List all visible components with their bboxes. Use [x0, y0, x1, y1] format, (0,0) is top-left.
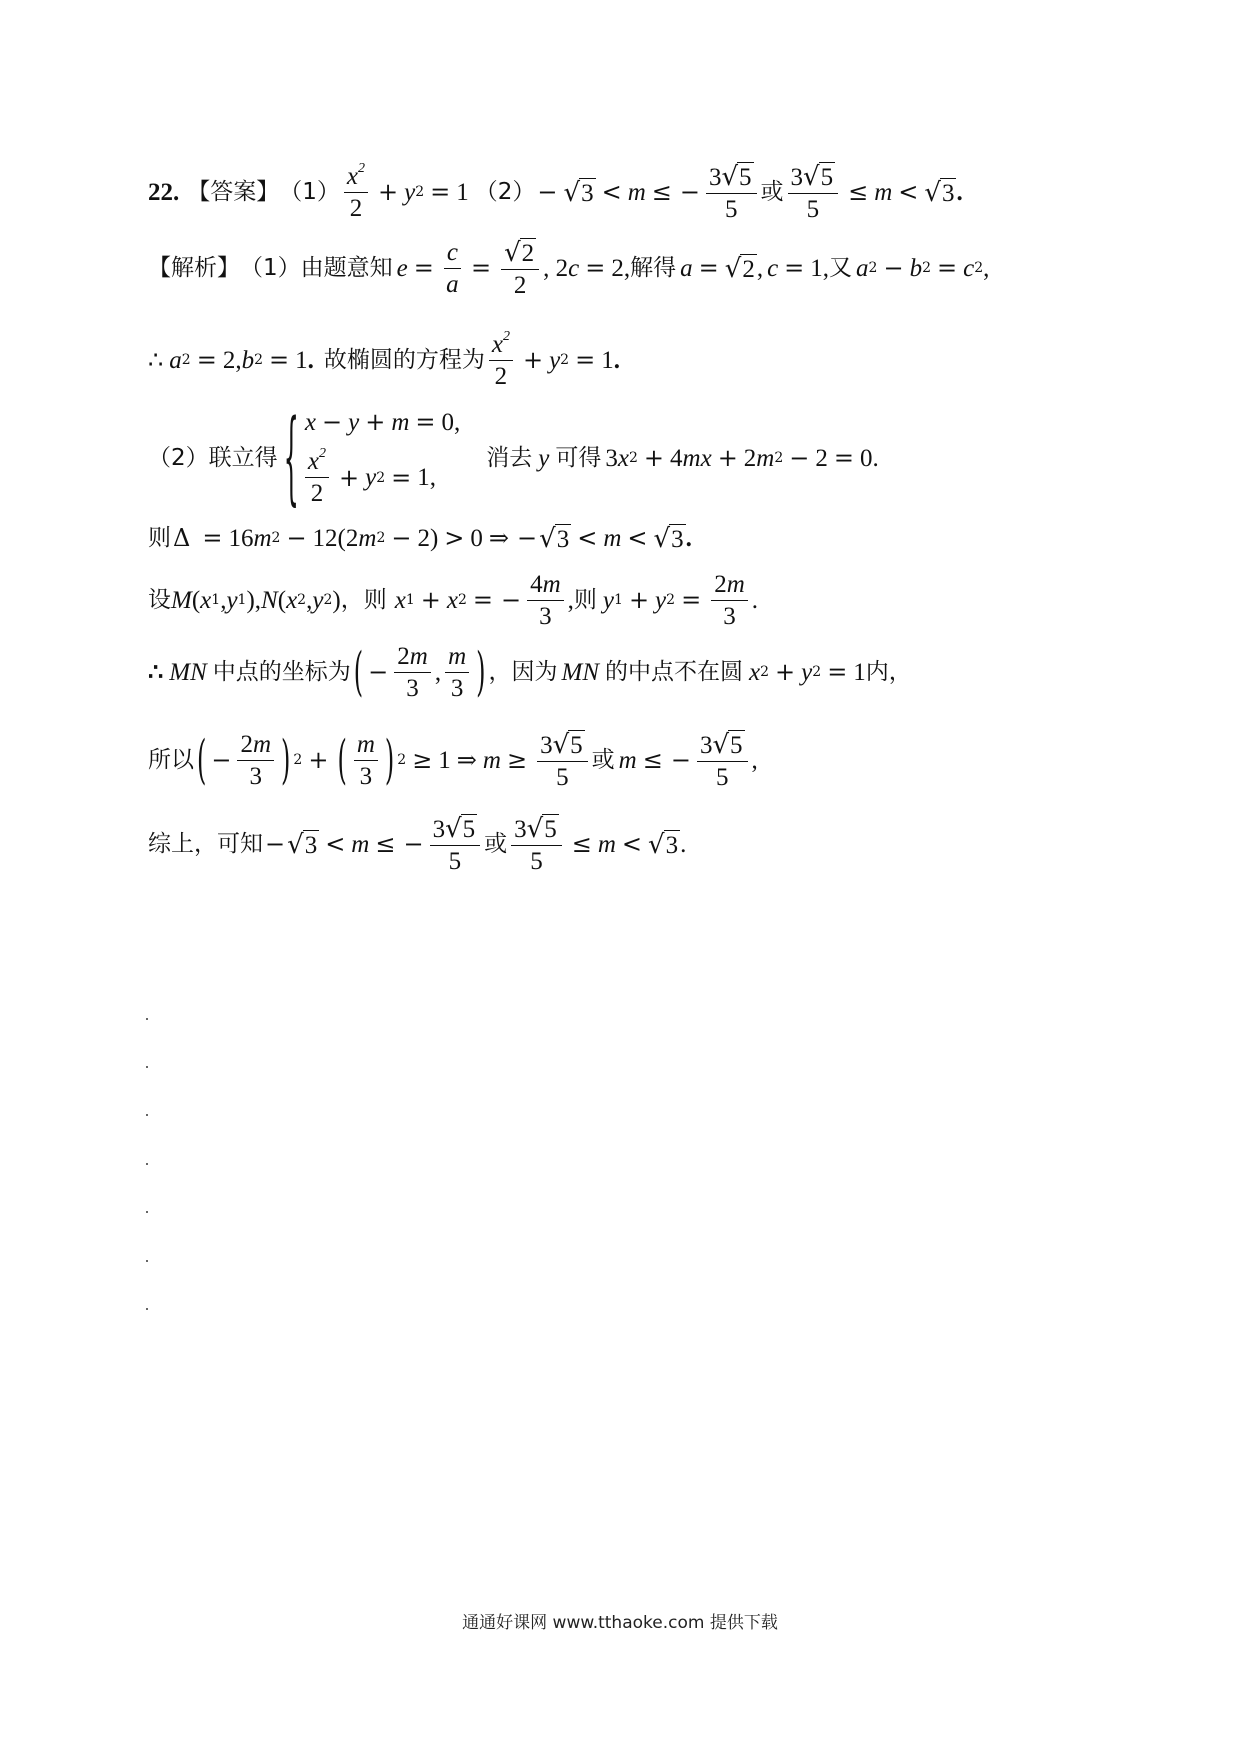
- sqrt2-over-2: √ 2 2: [501, 238, 539, 298]
- blank-line-mark: [146, 1114, 148, 1116]
- blank-line-mark: [146, 1260, 148, 1262]
- bound-neg-2: 3 √ 5 5: [697, 730, 748, 790]
- answer-line: 22. 【答案】 （1） $\frac{x^2}{2}$ + y 2 = 1 （2） − √ 3 < m ≤ − 3 √ 5 5 或 3 √ 5 5 ≤ m < √ 3 .: [148, 160, 963, 223]
- blank-line-mark: [146, 1211, 148, 1213]
- therefore-text: 故椭圆的方程为: [323, 346, 485, 373]
- analysis-line-7: 所以 ( − $\frac{2m}{3}$ ) 2 + ( $\frac{m}{3}$ ) 2 ≥ 1 ⇒ m ≥ 3 √ 5 5 或 m ≤ − 3 √ 5 5 ,: [148, 729, 758, 791]
- get-text: 可得: [555, 444, 602, 471]
- bound-neg-3: 3 √ 5 5: [430, 814, 481, 874]
- analysis-step1-intro: （1）由题意知: [240, 254, 393, 281]
- eliminate-text: 消去: [486, 444, 533, 471]
- analysis-line-1: 【解析】 （1）由题意知 e = $\frac{c}{a}$ = √ 2 2 , 2 c = 2, 解得 a = √ 2 , c = 1, 又 a 2 − b 2 = c 2 ,: [148, 238, 990, 299]
- equation-system: { x − y + m = 0, $\frac{x^2}{2}$ + y 2 = 1,: [283, 399, 461, 517]
- analysis-line-2: ∴ a 2 = 2, b 2 = 1 . 故椭圆的方程为 $\frac{x^2}{2}$ + y 2 = 1 .: [148, 328, 620, 390]
- e-c-over-a: $\frac{c}{a}$: [444, 240, 461, 297]
- blank-line-mark: [146, 1308, 148, 1310]
- answer-part2-label: （2）: [474, 178, 536, 205]
- inside-text: 内，: [865, 658, 912, 685]
- blank-line-mark: [146, 1018, 148, 1020]
- sq-term-1: $\frac{2m}{3}$: [237, 732, 274, 789]
- so-text: 所以: [148, 746, 194, 773]
- then-text: 则: [148, 524, 171, 551]
- analysis-line-6: ∴ MN 中点的坐标为 ( − $\frac{2m}{3}$ , $\frac{m}{3}$ ) ，因为 MN 的中点不在圆 x 2 + y 2 = 1 内，: [148, 641, 912, 703]
- analysis-line-8: 综上，可知 − √ 3 < m ≤ − 3 √ 5 5 或 3 √ 5 5 ≤ m < √ 3 .: [148, 814, 687, 875]
- analysis-line-3: （2）联立得 { x − y + m = 0, $\frac{x^2}{2}$ + y 2 = 1, 消去 y 可得 3 x 2 + 4 mx + 2 m 2 − 2 = 0.: [148, 399, 879, 517]
- bound-fraction-pos: 3 √ 5 5: [788, 162, 839, 222]
- sum-x-fraction: $\frac{4m}{3}$: [527, 572, 564, 629]
- bound-pos-2: 3 √ 5 5: [537, 730, 588, 790]
- analysis-line-4: 则 Δ = 16 m 2 − 12 (2 m 2 − 2) > 0 ⇒ − √ 3 < m < √ 3 .: [148, 524, 692, 554]
- analysis-label: 【解析】: [148, 254, 240, 281]
- set-text: 设: [148, 586, 171, 613]
- because-text: ，因为: [488, 658, 558, 685]
- ellipse-fraction-2: $\frac{x^2}{2}$: [489, 332, 513, 389]
- blank-line-mark: [146, 1066, 148, 1068]
- bound-fraction-neg: 3 √ 5 5: [706, 162, 757, 222]
- blank-line-mark: [146, 1163, 148, 1165]
- question-number: 22.: [148, 178, 180, 206]
- or-text-1: 或: [591, 746, 615, 773]
- then2-text: ，则: [340, 586, 387, 613]
- conclusion-text: 综上，可知: [148, 830, 263, 857]
- midpoint-text: 中点的坐标为: [212, 658, 351, 685]
- answer-part1-label: （1）: [279, 178, 340, 205]
- sum-y-fraction: $\frac{2m}{3}$: [711, 572, 748, 629]
- sq-term-2: $\frac{m}{3}$: [354, 732, 378, 789]
- solve-text: 解得: [630, 254, 677, 281]
- midpoint-y: $\frac{m}{3}$: [445, 644, 469, 701]
- bound-pos-3: 3 √ 5 5: [511, 814, 562, 874]
- page-footer: 通通好课网 www.tthaoke.com 提供下载: [462, 1613, 778, 1633]
- eliminate-var: y: [538, 444, 550, 472]
- midpoint-not-in-text: 的中点不在圆: [605, 658, 744, 685]
- then3-text: 则: [573, 586, 597, 613]
- and-text: 又: [829, 254, 853, 281]
- step2-intro: （2）联立得: [148, 444, 278, 471]
- or-text-2: 或: [484, 830, 508, 857]
- answer-or: 或: [760, 178, 784, 205]
- answer-label: 【答案】: [187, 178, 280, 205]
- midpoint-x: $\frac{2m}{3}$: [394, 644, 431, 701]
- ellipse-x-fraction: $\frac{x^2}{2}$: [344, 164, 368, 221]
- analysis-line-5: 设 M ( x 1 , y 1 ), N ( x 2 , y 2 ) ，则 x 1 + x 2 = − $\frac{4m}{3}$ , 则 y 1 + y 2 = $\frac{2m}{3}$ .: [148, 570, 758, 630]
